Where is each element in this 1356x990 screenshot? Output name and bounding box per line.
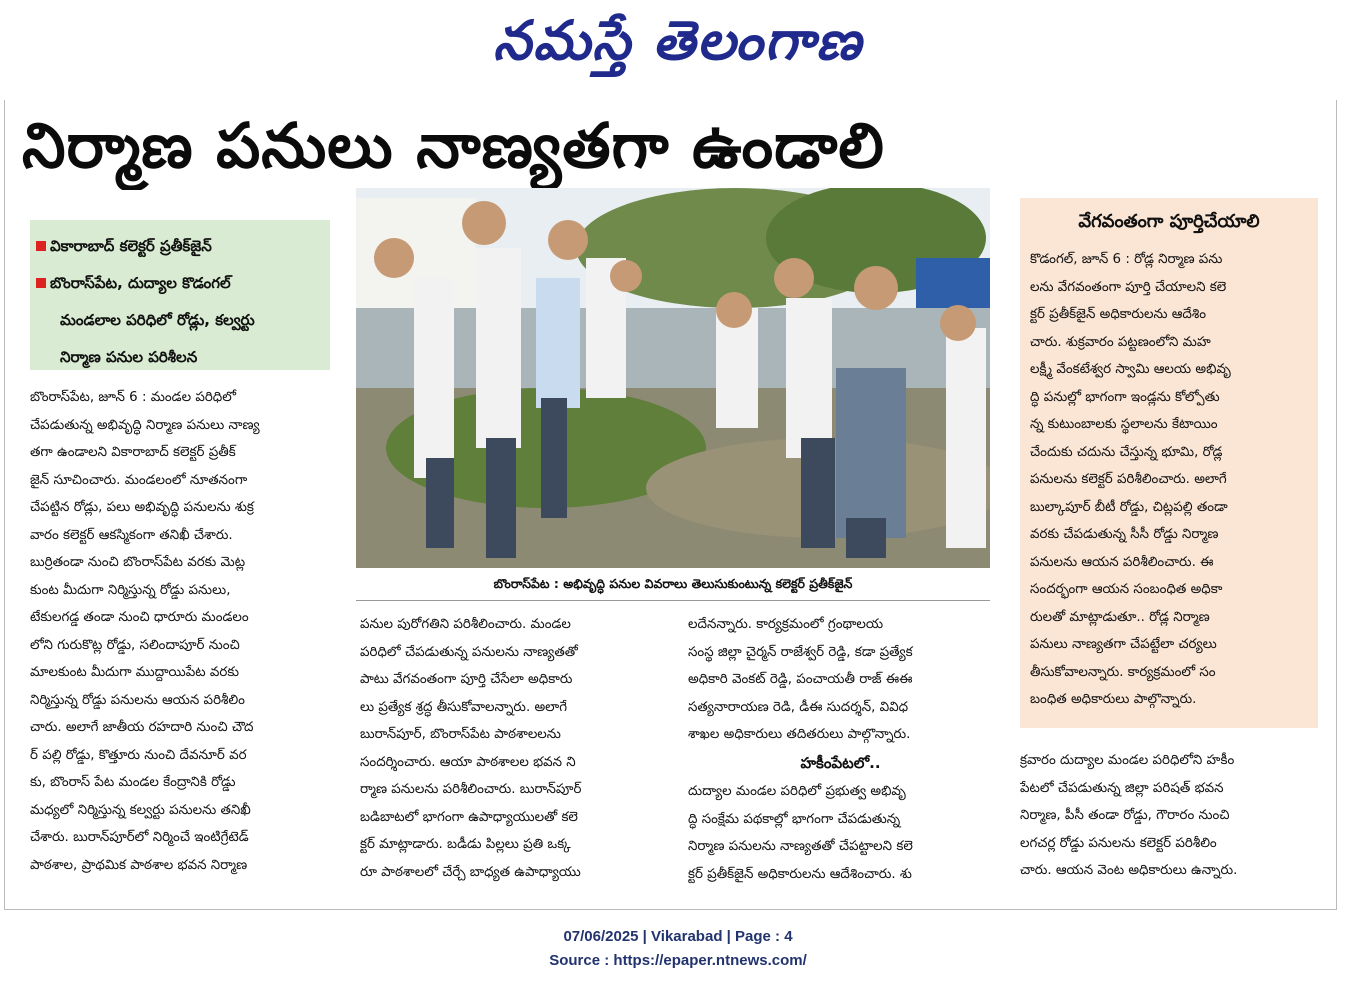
text-line: వరకు చేపడుతున్న సీసీ రోడ్డు నిర్మాణ: [1030, 527, 1219, 542]
text-line: సందర్భంగా ఆయన సంబంధిత అధికా: [1030, 582, 1223, 597]
text-line: చేపడుతున్న అభివృద్ధి నిర్మాణ పనులు నాణ్య: [30, 417, 260, 433]
text-line: పనులు నాణ్యతగా చేపట్టేలా చర్యలు: [1030, 637, 1217, 652]
highlights-box: [30, 220, 330, 370]
article-column-2: [360, 611, 685, 886]
text-line: లోని గురుకొట్ల రోడ్డు, సలిందాపూర్ నుంచి: [30, 637, 240, 653]
highlight-item: వికారాబాద్ కలెక్టర్ ప్రతీక్‌జైన్: [36, 228, 324, 265]
text-line: సత్యనారాయణ రెడి, డీఈ సుదర్శన్, వివిధ: [688, 699, 909, 715]
text-line: కొడంగల్, జూన్ 6 : రోడ్ల నిర్మాణ పను: [1030, 252, 1223, 267]
text-line: తగా ఉండాలని వికారాబాద్ కలెక్టర్ ప్రతీక్: [30, 445, 236, 460]
text-line: క్టర్ ప్రతీక్‌జైన్ అధికారులను ఆదేశిం: [1030, 307, 1207, 322]
left-border: [4, 100, 5, 910]
photo-caption: బొంరాస్‌పేట : అభివృద్ధి పనుల వివరాలు తెలుసుకుంటున్న కలెక్టర్ ప్రతీక్‌జైన్: [356, 568, 990, 601]
text-line: సందర్శించారు. ఆయా పాఠశాలల భవన ని: [360, 754, 576, 770]
text-line: క్టర్ ప్రతీక్‌జైన్ అధికారులను ఆదేశించారు. శు: [688, 866, 912, 882]
footer-date-line: 07/06/2025 | Vikarabad | Page : 4: [563, 928, 793, 945]
text-line: నిర్మిస్తున్న రోడ్డు పనులను ఆయన పరిశీలిం: [30, 692, 245, 708]
text-line: కుంట మీదుగా నిర్మిస్తున్న రోడ్డు పనులు,: [30, 582, 231, 598]
text-line: న్న కుటుంబాలకు స్థలాలను కేటాయిం: [1030, 417, 1218, 432]
text-line: పేటలో చేపడుతున్న జిల్లా పరిషత్ భవన: [1020, 780, 1224, 796]
text-line: ద్ధి సంక్షేమ పథకాల్లో భాగంగా చేపడుతున్న: [688, 811, 901, 827]
text-line: లక్ష్మీ వేంకటేశ్వర స్వామి ఆలయ అభివృ: [1030, 362, 1231, 377]
sidebox-title: వేగవంతంగా పూర్తిచేయాలి: [1078, 211, 1260, 232]
article-column-3b: [688, 778, 993, 888]
footer-source-line: Source : https://epaper.ntnews.com/: [549, 952, 807, 969]
text-line: అధికారి వెంకట్ రెడ్డి, పంచాయతీ రాజ్ ఈఈ: [688, 672, 913, 687]
masthead-logo: నమస్తే తెలంగాణ: [493, 8, 863, 72]
article-column-3: [688, 611, 993, 749]
text-line: చారు. శుక్రవారం పట్టణంలోని మహ: [1030, 334, 1211, 350]
text-line: సంస్థ జిల్లా చైర్మన్ రాజేశ్వర్ రెడ్డి, కడా ప్రత్యేక: [688, 644, 913, 660]
text-line: తీసుకోవాలన్నారు. కార్యక్రమంలో సం: [1030, 664, 1216, 680]
text-line: దుద్యాల మండల పరిధిలో ప్రభుత్వ అభివృ: [688, 784, 906, 799]
article-column-4: [1020, 747, 1320, 885]
text-line: చారు. ఆయన వెంట అధికారులు ఉన్నారు.: [1020, 863, 1238, 878]
text-line: క్రవారం దుద్యాల మండల పరిధిలోని హకీం: [1020, 753, 1235, 768]
text-line: లు ప్రత్యేక శ్రద్ధ తీసుకోవాలన్నారు. అలాగే: [360, 699, 567, 715]
text-line: టేకులగడ్డ తండా నుంచి ధారూరు మండలం: [30, 610, 249, 625]
text-line: లను వేగవంతంగా పూర్తి చేయాలని కలె: [1030, 279, 1227, 295]
highlight-item-cont: మండలాల పరిధిలో రోడ్లు, కల్వర్టు: [60, 311, 255, 329]
article-column-1: [30, 384, 355, 879]
highlight-item: బొంరాస్‌పేట, దుద్యాల కొడంగల్: [36, 265, 324, 302]
text-line: పాఠశాల, ప్రాథమిక పాఠశాల భవన నిర్మాణ: [30, 857, 248, 873]
text-line: ర్ పల్లి రోడ్డు, కొత్తూరు నుంచి దేవనూర్ వర: [30, 747, 247, 763]
text-line: వారం కలెక్టర్ ఆకస్మికంగా తనిఖీ చేశారు.: [30, 527, 233, 543]
text-line: బొంరాస్‌పేట, జూన్ 6 : మండల పరిధిలో: [30, 390, 237, 405]
sidebox-text: [1030, 246, 1312, 714]
highlight-item-cont: నిర్మాణ పనుల పరిశీలన: [60, 348, 198, 366]
news-photo: [356, 188, 990, 568]
right-border: [1336, 100, 1337, 910]
text-line: బంధిత అధికారులు పాల్గొన్నారు.: [1030, 692, 1197, 707]
text-line: రూ పాఠశాలలో చేర్చే బాధ్యత ఉపాధ్యాయు: [360, 864, 581, 880]
text-line: పాటు వేగవంతంగా పూర్తి చేసేలా అధికారు: [360, 672, 573, 687]
text-line: మధ్యలో నిర్మిస్తున్న కల్వర్టు పనులను తనిఖీ: [30, 802, 251, 818]
bottom-border: [4, 909, 1336, 910]
text-line: బడిబాటలో భాగంగా ఉపాధ్యాయులతో కలె: [360, 809, 578, 825]
text-line: రులతో మాట్లాడుతూ.. రోడ్ల నిర్మాణ: [1030, 609, 1210, 625]
text-line: మాలకుంట మీదుగా ముద్దాయిపేట వరకు: [30, 665, 239, 680]
text-line: క్టర్ మాట్లాడారు. బడీడు పిల్లలు ప్రతి ఒక్క: [360, 837, 571, 852]
text-line: బుర్రితండా నుంచి బొంరాస్‌పేట వరకు మెట్ల: [30, 555, 246, 570]
text-line: నిర్మాణ, పీసీ తండా రోడ్డు, గౌరారం నుంచి: [1020, 808, 1230, 823]
text-line: పనుల పురోగతిని పరిశీలించారు. మండల: [360, 617, 571, 632]
text-line: ద్ధి పనుల్లో భాగంగా ఇండ్లను కోల్పోతు: [1030, 389, 1220, 405]
text-line: లదేనన్నారు. కార్యక్రమంలో గ్రంథాలయ: [688, 617, 884, 632]
section-subhead: హకీంపేటలో..: [800, 754, 881, 772]
text-line: బుల్కాపూర్ బీటీ రోడ్డు, చిట్లపల్లి తండా: [1030, 499, 1228, 515]
text-line: నిర్మాణ పనులను నాణ్యతతో చేపట్టాలని కలె: [688, 839, 913, 854]
bullet-square-icon: [36, 278, 46, 288]
text-line: చేపట్టిన రోడ్లు, పలు అభివృద్ధి పనులను శుక్ర: [30, 500, 254, 515]
text-line: జైన్ సూచించారు. మండలంలో నూతనంగా: [30, 472, 248, 488]
headline: నిర్మాణ పనులు నాణ్యతగా ఉండాలి: [22, 109, 885, 182]
text-line: బురాన్‌పూర్, బొంరాస్‌పేట పాఠశాలలను: [360, 727, 561, 742]
text-line: చారు. అలాగే జాతీయ రహదారి నుంచి చౌద: [30, 720, 254, 735]
text-line: చేందుకు చదును చేస్తున్న భూమి, రోడ్ల: [1030, 444, 1223, 460]
text-line: పనులను ఆయన పరిశీలించారు. ఈ: [1030, 554, 1214, 570]
text-line: పరిధిలో చేపడుతున్న పనులను నాణ్యతతో: [360, 644, 578, 660]
bullet-square-icon: [36, 241, 46, 251]
text-line: శాఖల అధికారులు తదితరులు పాల్గొన్నారు.: [688, 727, 911, 742]
text-line: చేశారు. బురాన్‌పూర్‌లో నిర్మించే ఇంటిగ్రేటెడ్: [30, 830, 249, 845]
text-line: ర్మాణ పనులను పరిశీలించారు. బురాన్‌పూర్: [360, 782, 582, 797]
footer: [0, 925, 1356, 973]
text-line: కు, బొంరాస్ పేట మండల కేంద్రానికి రోడ్డు: [30, 775, 236, 790]
text-line: పనులను కలెక్టర్ పరిశీలించారు. అలాగే: [1030, 472, 1227, 487]
text-line: లగచర్ల రోడ్డు పనులను కలెక్టర్ పరిశీలిం: [1020, 835, 1217, 851]
